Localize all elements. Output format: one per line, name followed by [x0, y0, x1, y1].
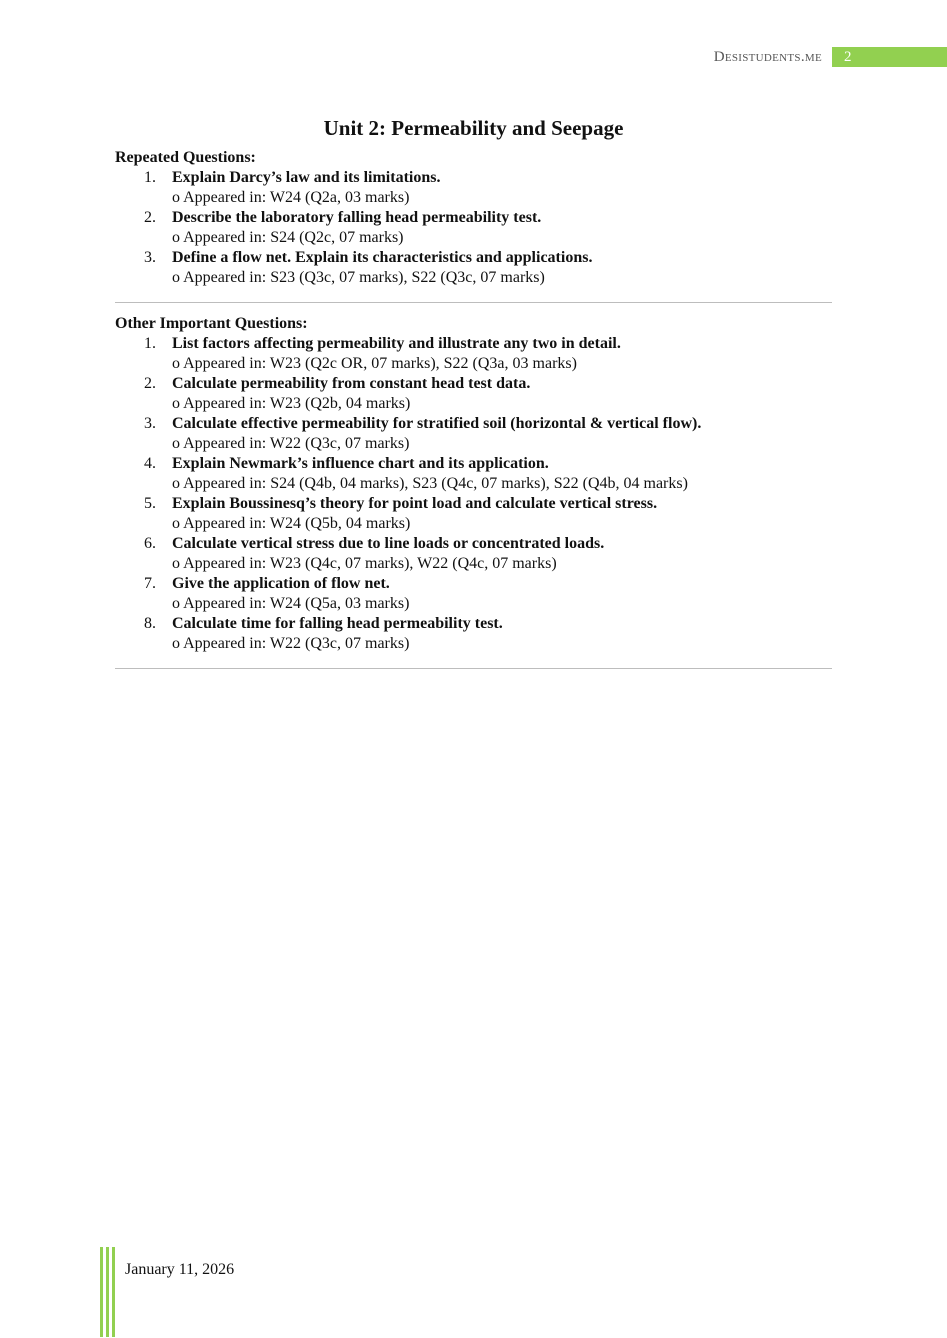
- other-questions-section: [115, 314, 832, 654]
- question-number: 2.: [144, 209, 156, 226]
- question-appeared: o Appeared in: W24 (Q5b, 04 marks): [172, 515, 411, 532]
- list-item: [115, 334, 832, 374]
- section-divider: [115, 302, 832, 303]
- question-text: Calculate time for falling head permeability test.: [172, 615, 503, 632]
- footer-accent-bars: [100, 1247, 116, 1337]
- header-page-number: 2: [832, 47, 947, 67]
- footer-date: January 11, 2026: [125, 1261, 235, 1278]
- question-appeared: o Appeared in: W22 (Q3c, 07 marks): [172, 435, 410, 452]
- list-item: [115, 248, 832, 288]
- question-number: 8.: [144, 615, 156, 632]
- question-text: Explain Newmark’s influence chart and its application.: [172, 455, 549, 472]
- question-text: List factors affecting permeability and illustrate any two in detail.: [172, 335, 621, 352]
- question-appeared: o Appeared in: W23 (Q2c OR, 07 marks), S22 (Q3a, 03 marks): [172, 355, 577, 372]
- question-text: Explain Darcy’s law and its limitations.: [172, 169, 441, 186]
- question-appeared: o Appeared in: W23 (Q2b, 04 marks): [172, 395, 411, 412]
- list-item: [115, 574, 832, 614]
- question-text: Describe the laboratory falling head permeability test.: [172, 209, 542, 226]
- question-text: Calculate vertical stress due to line loads or concentrated loads.: [172, 535, 605, 552]
- list-item: [115, 534, 832, 574]
- page-title: Unit 2: Permeability and Seepage: [323, 116, 624, 140]
- question-number: 1.: [144, 169, 156, 186]
- question-text: Calculate permeability from constant head test data.: [172, 375, 531, 392]
- question-appeared: o Appeared in: W24 (Q2a, 03 marks): [172, 189, 410, 206]
- question-number: 3.: [144, 415, 156, 432]
- question-text: Explain Boussinesq’s theory for point load and calculate vertical stress.: [172, 495, 658, 512]
- question-number: 5.: [144, 495, 156, 512]
- footer-bar: [112, 1247, 115, 1337]
- header-site-name: Desistudents.me: [713, 49, 822, 65]
- other-questions-list: [115, 334, 832, 654]
- question-appeared: o Appeared in: S24 (Q2c, 07 marks): [172, 229, 404, 246]
- question-number: 7.: [144, 575, 156, 592]
- question-text: Define a flow net. Explain its characteristics and applications.: [172, 249, 593, 266]
- question-appeared: o Appeared in: S24 (Q4b, 04 marks), S23 (Q4c, 07 marks), S22 (Q4b, 04 marks): [172, 475, 688, 492]
- question-appeared: o Appeared in: S23 (Q3c, 07 marks), S22 (Q3c, 07 marks): [172, 269, 545, 286]
- other-questions-heading: Other Important Questions:: [115, 315, 308, 332]
- footer-bar: [100, 1247, 103, 1337]
- question-number: 2.: [144, 375, 156, 392]
- page-content: [115, 116, 832, 680]
- list-item: [115, 494, 832, 534]
- list-item: [115, 168, 832, 208]
- question-appeared: o Appeared in: W23 (Q4c, 07 marks), W22 (Q4c, 07 marks): [172, 555, 557, 572]
- list-item: [115, 374, 832, 414]
- question-number: 6.: [144, 535, 156, 552]
- repeated-questions-list: [115, 168, 832, 288]
- repeated-questions-heading: Repeated Questions:: [115, 149, 256, 166]
- question-appeared: o Appeared in: W24 (Q5a, 03 marks): [172, 595, 410, 612]
- question-number: 3.: [144, 249, 156, 266]
- question-number: 4.: [144, 455, 156, 472]
- question-text: Give the application of flow net.: [172, 575, 390, 592]
- list-item: [115, 614, 832, 654]
- list-item: [115, 414, 832, 454]
- repeated-questions-section: [115, 148, 832, 288]
- question-text: Calculate effective permeability for stratified soil (horizontal & vertical flow).: [172, 415, 702, 432]
- footer-bar: [106, 1247, 109, 1337]
- question-appeared: o Appeared in: W22 (Q3c, 07 marks): [172, 635, 410, 652]
- list-item: [115, 454, 832, 494]
- section-divider: [115, 668, 832, 669]
- question-number: 1.: [144, 335, 156, 352]
- list-item: [115, 208, 832, 248]
